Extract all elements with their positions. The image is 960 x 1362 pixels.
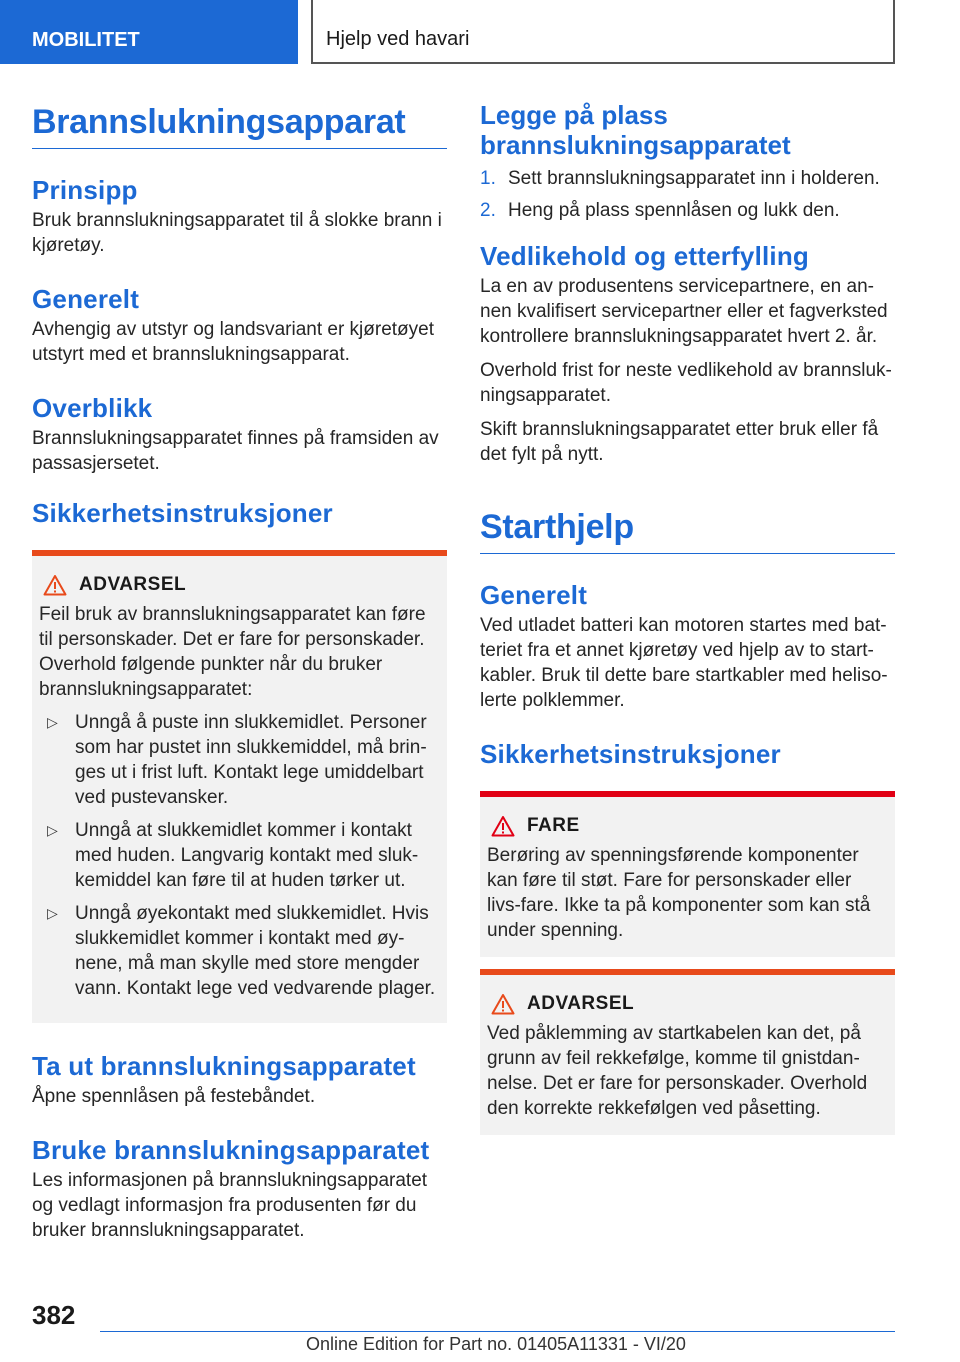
warning-title: ADVARSEL bbox=[79, 574, 187, 595]
list-item-text: Unngå å puste inn slukkemidlet. Personer som har pustet inn slukkemiddel, må brin-ges ut i frist luft. Kontakt lege umiddelbart ved pustevansker. bbox=[75, 712, 427, 808]
bullet-list bbox=[39, 710, 439, 1001]
list-item bbox=[39, 818, 439, 893]
list-item bbox=[39, 710, 439, 810]
text-vedlikehold-2: Overhold frist for neste vedlikehold av brannsluk-ningsapparatet. bbox=[480, 360, 892, 406]
list-item bbox=[39, 901, 439, 1001]
text-bruke: Les informasjonen på brannslukningsapparatet og vedlagt informasjon fra produsenten før du bruker brannslukningsapparatet. bbox=[32, 1170, 428, 1241]
step-text: Heng på plass spennlåsen og lukk den. bbox=[508, 200, 840, 221]
heading-sikkerhet: Sikkerhetsinstruksjoner bbox=[32, 498, 333, 528]
warning-title-row bbox=[39, 574, 439, 596]
danger-text: Berøring av spenningsførende komponenter kan føre til støt. Fare for personskader eller livs-fare. Ikke ta på komponenter som kan stå under spenning. bbox=[487, 845, 871, 941]
warning-triangle-icon bbox=[491, 815, 515, 837]
list-item bbox=[480, 166, 895, 191]
text-overblikk: Brannslukningsapparatet finnes på framsiden av passasjersetet. bbox=[32, 428, 439, 474]
heading-overblikk: Overblikk bbox=[32, 393, 153, 423]
section-label: MOBILITET bbox=[32, 29, 140, 51]
page-title: Brannslukningsapparat bbox=[32, 100, 447, 149]
warning-triangle-icon bbox=[491, 993, 515, 1015]
warning-box bbox=[32, 550, 447, 1023]
text-generelt: Avhengig av utstyr og landsvariant er kjøretøyet utstyrt med et brannslukningsapparat. bbox=[32, 319, 435, 365]
page-number: 382 bbox=[32, 1300, 76, 1330]
steps-list bbox=[480, 166, 895, 223]
heading-starthjelp-sikkerhet: Sikkerhetsinstruksjoner bbox=[480, 739, 781, 769]
heading-ta-ut: Ta ut brannslukningsapparatet bbox=[32, 1051, 416, 1081]
heading-bruke: Bruke brannslukningsapparatet bbox=[32, 1135, 430, 1165]
list-item-text: Unngå øyekontakt med slukkemidlet. Hvis slukkemidlet kommer i kontakt med øy-nene, må man skylle med store mengder vann. Kontakt lege ved vedvarende plager. bbox=[75, 903, 436, 999]
footer-divider bbox=[100, 1331, 895, 1332]
heading-legge: Legge på plass brannslukningsapparatet bbox=[480, 100, 791, 160]
step-number: 2. bbox=[480, 200, 496, 221]
step-text: Sett brannslukningsapparatet inn i holderen. bbox=[508, 168, 880, 189]
warning-text: Ved påklemming av startkabelen kan det, på grunn av feil rekkefølge, komme til gnistdan-nelse. Det er fare for personskader. Overhold den korrekte rekkefølgen ved påsetting. bbox=[487, 1023, 868, 1119]
warning-title: ADVARSEL bbox=[527, 993, 635, 1014]
heading-vedlikehold: Vedlikehold og etterfylling bbox=[480, 241, 810, 271]
warning-triangle-icon bbox=[43, 574, 67, 596]
bullet-arrow-icon: ▷ bbox=[47, 714, 58, 730]
text-vedlikehold-3: Skift brannslukningsapparatet etter bruk eller få det fylt på nytt. bbox=[480, 419, 879, 465]
warning-box-2 bbox=[480, 969, 895, 1135]
danger-title: FARE bbox=[527, 815, 580, 836]
heading-generelt: Generelt bbox=[32, 284, 140, 314]
section-tab bbox=[0, 0, 298, 64]
bullet-arrow-icon: ▷ bbox=[47, 905, 58, 921]
heading-prinsipp: Prinsipp bbox=[32, 175, 138, 205]
danger-box bbox=[480, 791, 895, 957]
right-column bbox=[480, 100, 895, 1135]
topic-label: Hjelp ved havari bbox=[326, 28, 470, 50]
list-item-text: Unngå at slukkemidlet kommer i kontakt med huden. Langvarig kontakt med sluk-kemiddel kan føre til at huden tørker ut. bbox=[75, 820, 419, 891]
bullet-arrow-icon: ▷ bbox=[47, 822, 58, 838]
step-number: 1. bbox=[480, 168, 496, 189]
warning-title-row bbox=[487, 993, 887, 1015]
topic-tab bbox=[311, 0, 895, 64]
text-starthjelp-generelt: Ved utladet batteri kan motoren startes med bat-teriet fra et annet kjøretøy ved hjelp av to start-kabler. Bruk til dette bare startkabler med heliso-lerte polklemmer. bbox=[480, 615, 888, 711]
warning-text: Feil bruk av brannslukningsapparatet kan føre til personskader. Det er fare for personskader. Overhold følgende punkter når du bruker brannslukningsapparatet: bbox=[39, 604, 426, 700]
text-prinsipp: Bruk brannslukningsapparatet til å slokke brann i kjøretøy. bbox=[32, 210, 442, 256]
footer-edition: Online Edition for Part no. 01405A11331 - VI/20 bbox=[306, 1334, 686, 1354]
heading-starthjelp-generelt: Generelt bbox=[480, 580, 588, 610]
left-column bbox=[32, 100, 447, 1243]
text-vedlikehold-1: La en av produsentens servicepartnere, en an-nen kvalifisert servicepartner eller et fagverksted kontrollere brannslukningsapparatet hvert 2. år. bbox=[480, 276, 888, 347]
list-item bbox=[480, 198, 895, 223]
text-ta-ut: Åpne spennlåsen på festebåndet. bbox=[32, 1086, 316, 1107]
danger-title-row bbox=[487, 815, 887, 837]
section-title-starthjelp: Starthjelp bbox=[480, 505, 895, 554]
